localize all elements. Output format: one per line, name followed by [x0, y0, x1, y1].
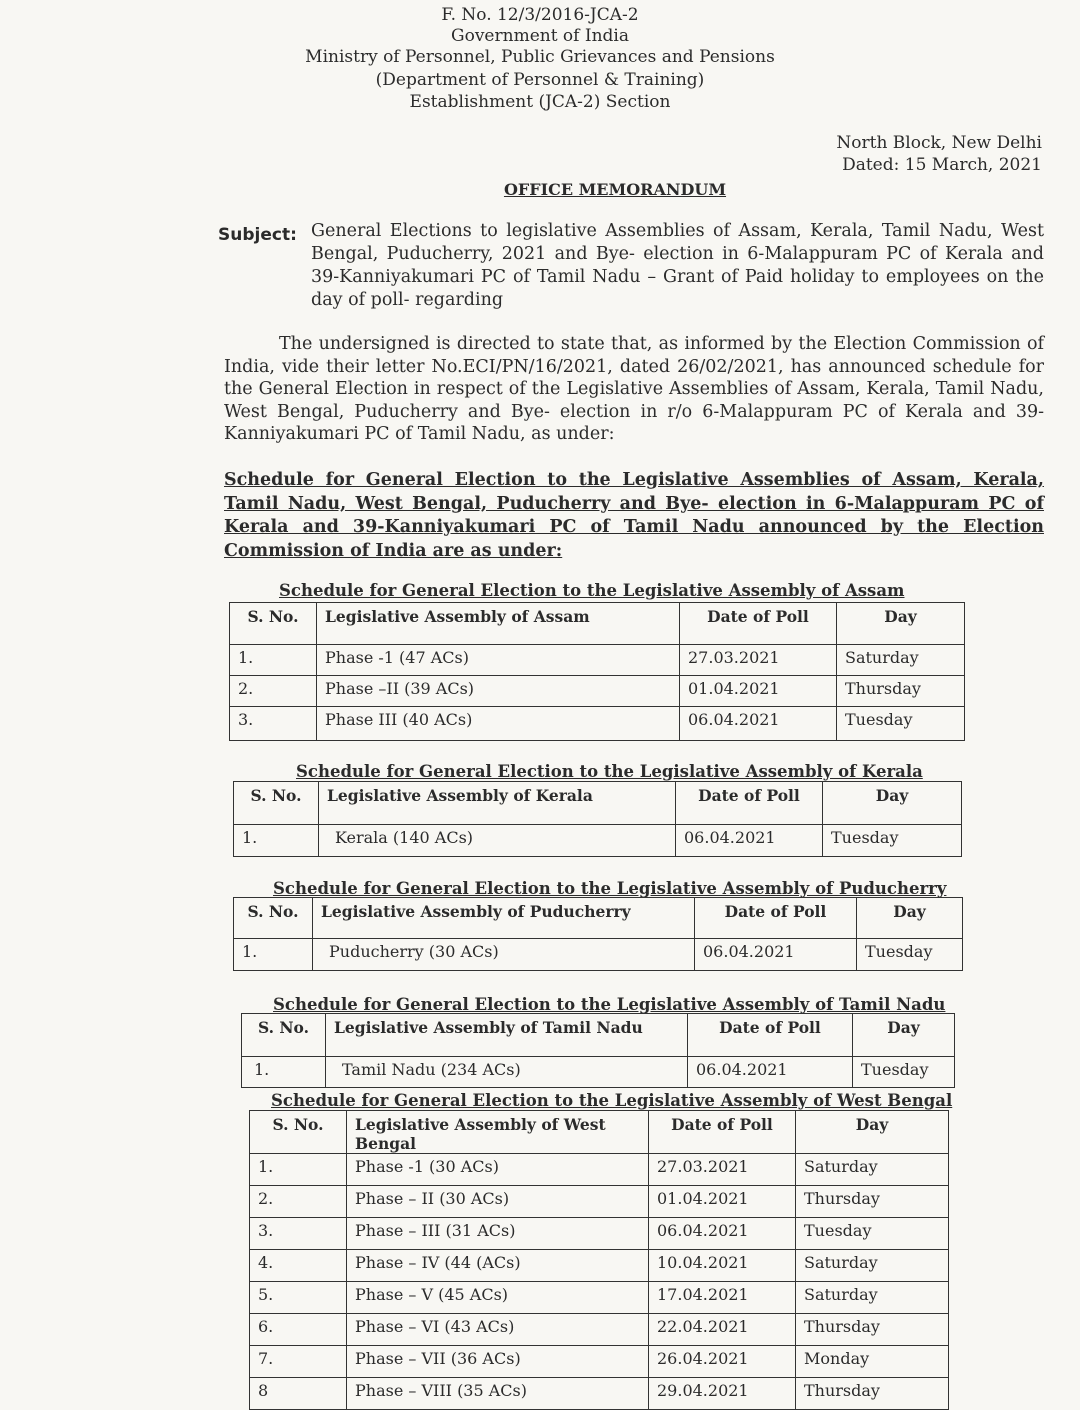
cell-date: 10.04.2021 [649, 1250, 796, 1282]
cell-sno: 4. [250, 1250, 347, 1282]
assam-caption: Schedule for General Election to the Legislative Assembly of Assam [279, 581, 905, 600]
cell-date: 06.04.2021 [695, 939, 857, 971]
assam-table [229, 602, 965, 741]
header-assembly: Legislative Assembly of West Bengal [347, 1111, 649, 1154]
cell-assembly: Phase – VII (36 ACs) [347, 1346, 649, 1378]
cell-assembly: Kerala (140 ACs) [319, 825, 676, 857]
puducherry-caption: Schedule for General Election to the Legislative Assembly of Puducherry [273, 879, 947, 898]
table-row [250, 1282, 949, 1314]
header-assembly: Legislative Assembly of Puducherry [313, 898, 695, 939]
schedule-heading [224, 469, 1044, 563]
cell-sno: 1. [234, 939, 313, 971]
cell-date: 22.04.2021 [649, 1314, 796, 1346]
cell-sno: 8 [250, 1378, 347, 1410]
header-assembly: Legislative Assembly of Tamil Nadu [326, 1014, 688, 1057]
cell-day: Tuesday [837, 707, 965, 741]
cell-sno: 2. [230, 676, 317, 707]
cell-assembly: Puducherry (30 ACs) [313, 939, 695, 971]
cell-sno: 1. [230, 645, 317, 676]
cell-assembly: Phase – VI (43 ACs) [347, 1314, 649, 1346]
cell-sno: 1. [250, 1154, 347, 1186]
cell-sno: 5. [250, 1282, 347, 1314]
date-line: Dated: 15 March, 2021 [842, 155, 1042, 175]
cell-day: Tuesday [823, 825, 962, 857]
cell-date: 06.04.2021 [649, 1218, 796, 1250]
subject-block [218, 220, 1044, 312]
header-sno: S. No. [234, 898, 313, 939]
header-sno: S. No. [230, 603, 317, 645]
cell-sno: 1. [234, 825, 319, 857]
header-date: Date of Poll [676, 782, 823, 825]
header-date: Date of Poll [649, 1111, 796, 1154]
tamil-nadu-caption: Schedule for General Election to the Legislative Assembly of Tamil Nadu [273, 995, 946, 1014]
header-date: Date of Poll [688, 1014, 853, 1057]
header-day: Day [853, 1014, 955, 1057]
file-number: F. No. 12/3/2016-JCA-2 [441, 5, 639, 25]
header-day: Day [857, 898, 963, 939]
table-header-row [234, 898, 963, 939]
cell-assembly: Phase –II (39 ACs) [317, 676, 680, 707]
cell-date: 29.04.2021 [649, 1378, 796, 1410]
cell-assembly: Phase III (40 ACs) [317, 707, 680, 741]
cell-sno: 3. [250, 1218, 347, 1250]
header-date: Date of Poll [695, 898, 857, 939]
cell-day: Monday [796, 1346, 949, 1378]
table-row [242, 1057, 955, 1088]
cell-date: 26.04.2021 [649, 1346, 796, 1378]
cell-assembly: Phase – VIII (35 ACs) [347, 1378, 649, 1410]
header-day: Day [796, 1111, 949, 1154]
cell-assembly: Tamil Nadu (234 ACs) [326, 1057, 688, 1088]
table-row [250, 1314, 949, 1346]
header-sno: S. No. [242, 1014, 326, 1057]
subject-label: Subject: [218, 225, 297, 245]
west-bengal-caption: Schedule for General Election to the Legislative Assembly of West Bengal [271, 1091, 953, 1110]
header-assembly: Legislative Assembly of Assam [317, 603, 680, 645]
cell-day: Thursday [796, 1378, 949, 1410]
cell-day: Thursday [796, 1186, 949, 1218]
government-line: Government of India [451, 26, 629, 46]
table-row [250, 1250, 949, 1282]
body-paragraph: The undersigned is directed to state that, as informed by the Election Commission of India, vide their letter No.ECI/PN/16/2021, dated 26/02/2021, has announced schedule for the General Election in respect of the Legislative Assemblies of Assam, Kerala, Tamil Nadu, West Bengal, Puducherry and Bye- election in r/o 6-Malappuram PC of Kerala and 39-Kanniyakumari PC of Tamil Nadu, as under: [224, 334, 1044, 444]
table-row [230, 645, 965, 676]
cell-assembly: Phase -1 (30 ACs) [347, 1154, 649, 1186]
cell-assembly: Phase – III (31 ACs) [347, 1218, 649, 1250]
ministry-line: Ministry of Personnel, Public Grievances and Pensions [305, 47, 775, 67]
department-line: (Department of Personnel & Training) [375, 70, 705, 90]
cell-assembly: Phase – V (45 ACs) [347, 1282, 649, 1314]
cell-day: Tuesday [857, 939, 963, 971]
kerala-caption: Schedule for General Election to the Legislative Assembly of Kerala [296, 762, 923, 781]
memo-title: OFFICE MEMORANDUM [503, 180, 727, 199]
cell-date: 27.03.2021 [680, 645, 837, 676]
cell-assembly: Phase – II (30 ACs) [347, 1186, 649, 1218]
table-row [250, 1154, 949, 1186]
cell-sno: 2. [250, 1186, 347, 1218]
table-header-row [242, 1014, 955, 1057]
cell-date: 01.04.2021 [680, 676, 837, 707]
tamil-nadu-table [241, 1013, 955, 1088]
table-row [234, 825, 962, 857]
cell-day: Thursday [796, 1314, 949, 1346]
cell-day: Saturday [796, 1154, 949, 1186]
cell-date: 06.04.2021 [676, 825, 823, 857]
cell-assembly: Phase – IV (44 (ACs) [347, 1250, 649, 1282]
cell-day: Saturday [796, 1250, 949, 1282]
schedule-heading-text: Schedule for General Election to the Legislative Assemblies of Assam, Kerala, Tamil Nadu, West Bengal, Puducherry and Bye- election in 6-Malappuram PC of Kerala and 39-Kanniyakumari PC of Tamil Nadu announced by the Election Commission of India are as under: [224, 470, 1044, 561]
cell-date: 06.04.2021 [688, 1057, 853, 1088]
place-line: North Block, New Delhi [836, 133, 1042, 153]
cell-date: 27.03.2021 [649, 1154, 796, 1186]
section-line: Establishment (JCA-2) Section [409, 92, 671, 112]
cell-sno: 1. [242, 1057, 326, 1088]
table-row [250, 1186, 949, 1218]
table-row [250, 1218, 949, 1250]
table-header-row [234, 782, 962, 825]
cell-sno: 6. [250, 1314, 347, 1346]
cell-day: Saturday [837, 645, 965, 676]
header-day: Day [837, 603, 965, 645]
header-sno: S. No. [234, 782, 319, 825]
table-row [234, 939, 963, 971]
cell-date: 06.04.2021 [680, 707, 837, 741]
table-header-row [250, 1111, 949, 1154]
cell-date: 17.04.2021 [649, 1282, 796, 1314]
cell-sno: 3. [230, 707, 317, 741]
subject-text: General Elections to legislative Assemblies of Assam, Kerala, Tamil Nadu, West Bengal, Puducherry, 2021 and Bye- election in 6-Malappuram PC of Kerala and 39-Kanniyakumari PC of Tamil Nadu – Grant of Paid holiday to employees on the day of poll- regarding [311, 221, 1044, 310]
west-bengal-table [249, 1110, 949, 1410]
header-sno: S. No. [250, 1111, 347, 1154]
table-row [230, 707, 965, 741]
cell-day: Tuesday [796, 1218, 949, 1250]
cell-date: 01.04.2021 [649, 1186, 796, 1218]
table-row [250, 1346, 949, 1378]
cell-sno: 7. [250, 1346, 347, 1378]
kerala-table [233, 781, 962, 857]
table-header-row [230, 603, 965, 645]
cell-assembly: Phase -1 (47 ACs) [317, 645, 680, 676]
header-date: Date of Poll [680, 603, 837, 645]
table-row [230, 676, 965, 707]
cell-day: Thursday [837, 676, 965, 707]
header-day: Day [823, 782, 962, 825]
cell-day: Saturday [796, 1282, 949, 1314]
header-assembly: Legislative Assembly of Kerala [319, 782, 676, 825]
cell-day: Tuesday [853, 1057, 955, 1088]
puducherry-table [233, 897, 963, 971]
table-row [250, 1378, 949, 1410]
